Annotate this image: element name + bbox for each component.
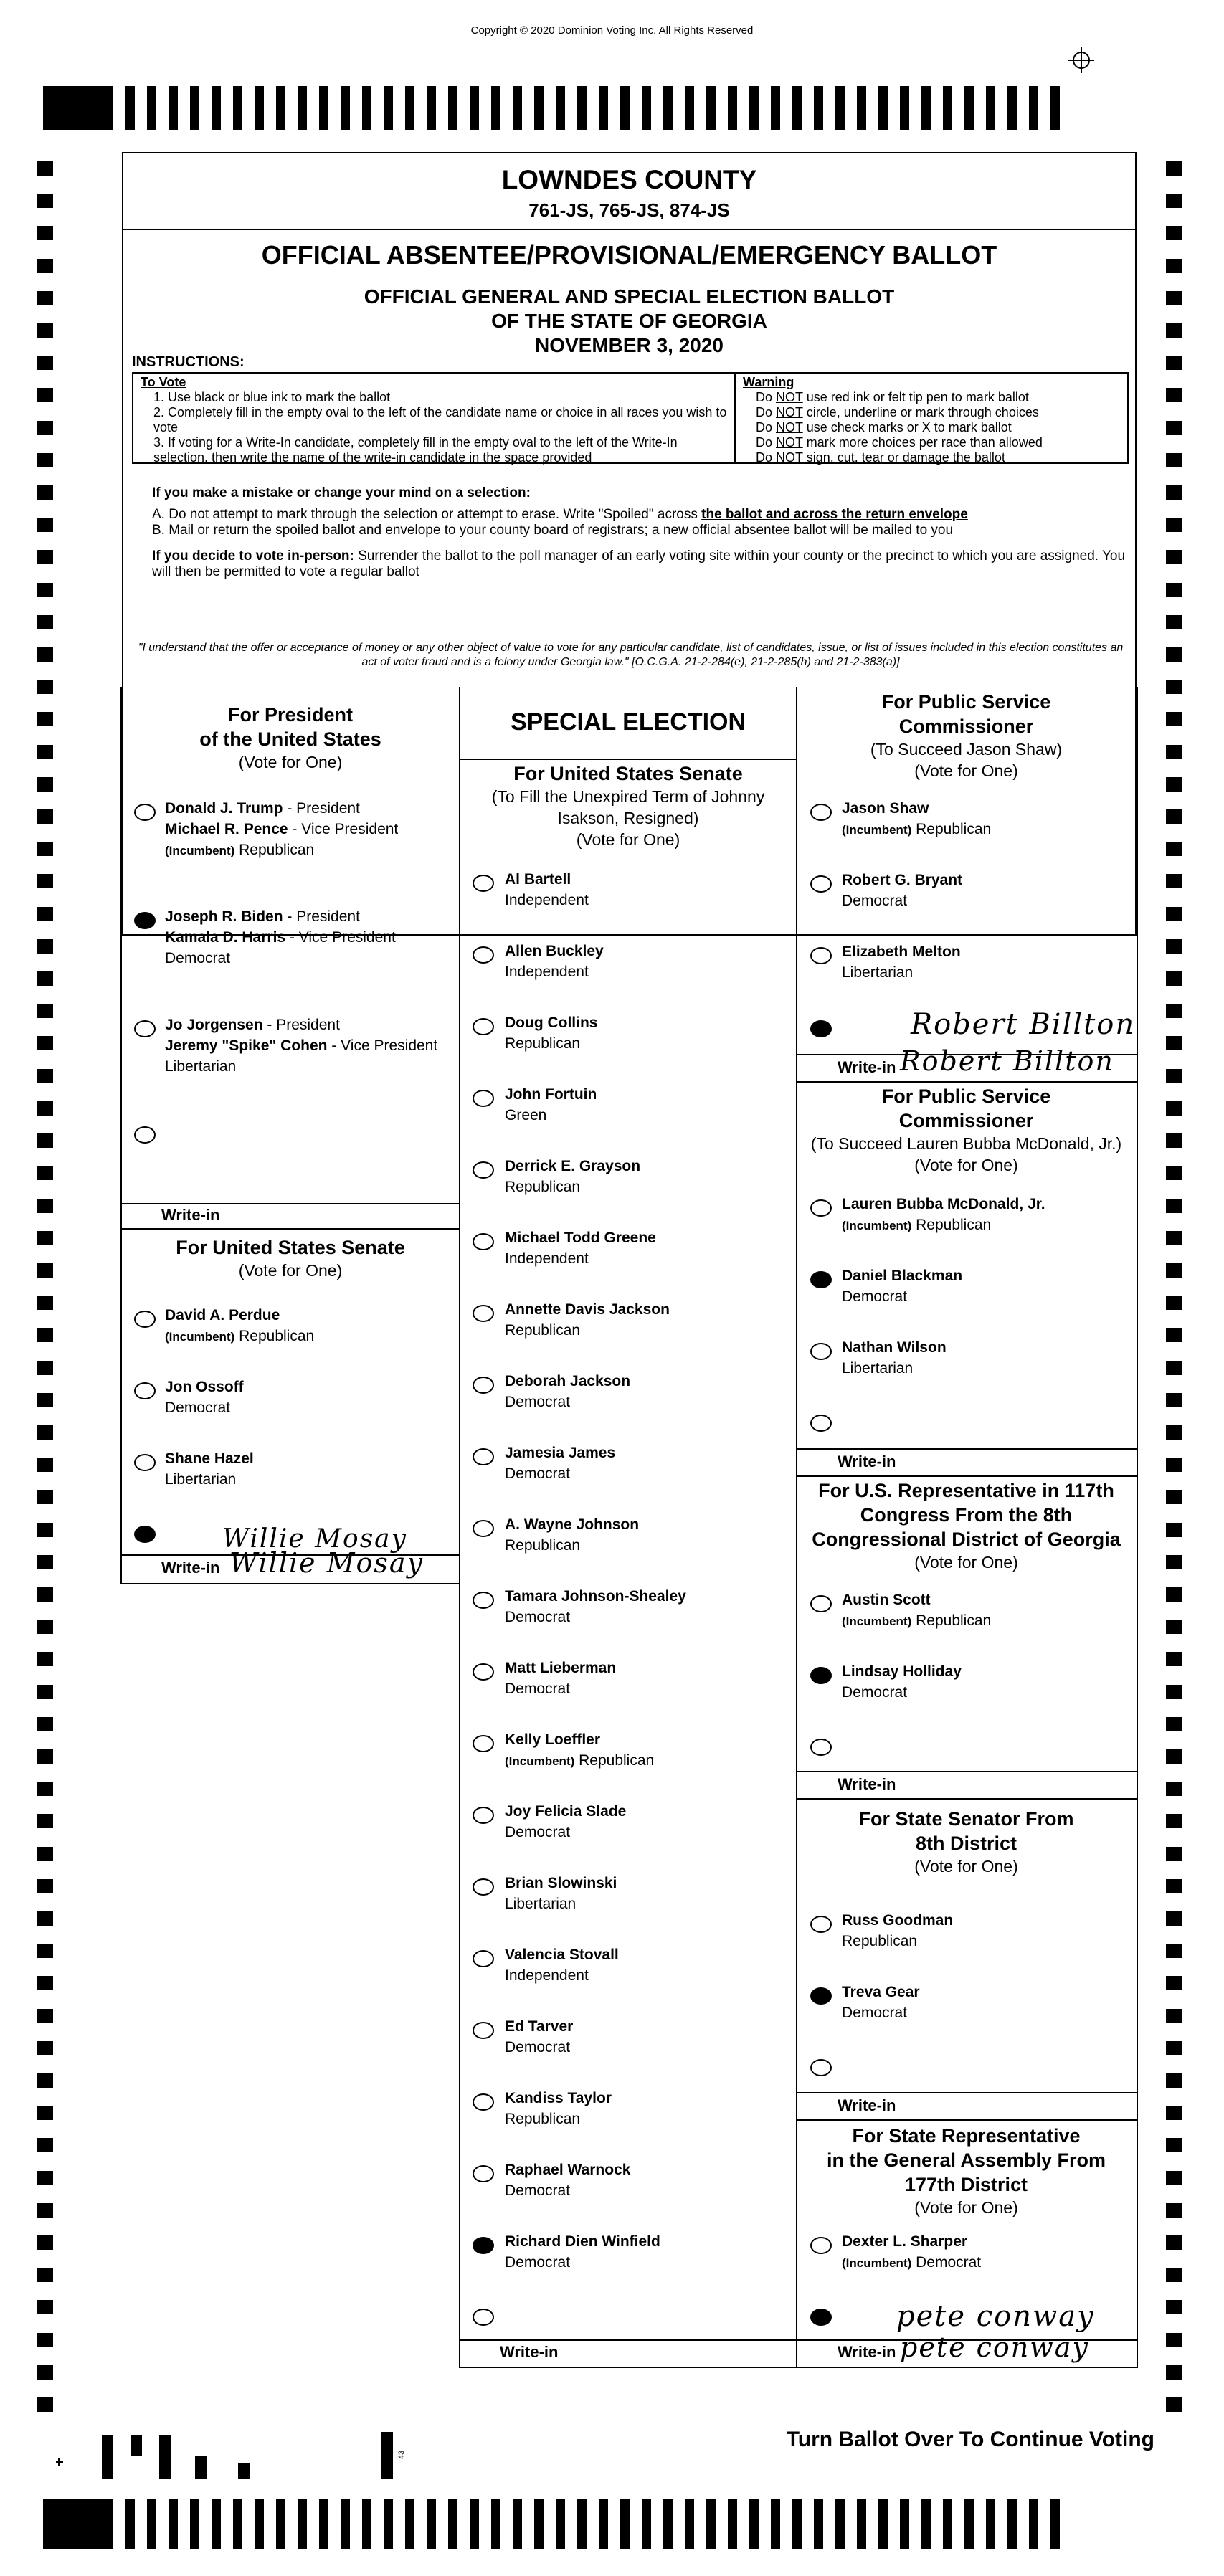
instructions-box — [132, 372, 1129, 464]
vote-oval-biden[interactable] — [134, 912, 156, 929]
vote-oval-jorgensen[interactable] — [134, 1020, 156, 1037]
vote-oval-melton[interactable] — [810, 947, 832, 964]
state-senate-race: For State Senator From 8th District (Vote for One) — [858, 1808, 1074, 1876]
vote-oval-lieberman[interactable] — [473, 1663, 494, 1681]
mistake-instructions: If you make a mistake or change your mind on a selection: A. Do not attempt to mark through the selection or attempt to erase. Write "Spoiled" across the ballot and across the return envelope B. Mail or return the spoiled ballot and envelope to your county board of registrars; a new official absentee ballot will be mailed to you If you decide to vote in-person: Surrender the ballot to the poll manager of an early voting site within your county or the precinct to which you are assigned. You will then be permitted to vote a regular ballot — [152, 485, 1126, 579]
ballot-id-marks — [50, 2432, 452, 2482]
vote-oval-warnock[interactable] — [473, 2165, 494, 2182]
candidate-fortuin: John Fortuin Green — [505, 1086, 597, 1123]
candidate-johnson-shealey: Tamara Johnson-Shealey Democrat — [505, 1588, 686, 1625]
candidate-scott: Austin Scott (Incumbent) Republican — [842, 1592, 992, 1629]
special-senate-race: For United States Senate (To Fill the Unexpired Term of Johnny Isakson, Resigned) (Vote for One) — [491, 763, 765, 849]
tiny-code: 43 — [397, 2450, 407, 2460]
vote-oval-trump[interactable] — [134, 804, 156, 821]
vote-oval-collins[interactable] — [473, 1018, 494, 1035]
writein-label-state-rep: Write-in — [838, 2343, 896, 2361]
warning-instructions: Warning Do NOT use red ink or felt tip pen to mark ballot Do NOT circle, underline or mark through choices Do NOT use check marks or X to mark ballot Do NOT mark more choices per race than allowed Do NOT sign, cut, tear or damage the ballot — [743, 375, 1043, 465]
candidate-warnock: Raphael Warnock Democrat — [505, 2162, 631, 2199]
vote-oval-a-jackson[interactable] — [473, 1305, 494, 1322]
president-race: For President of the United States (Vote for One) — [199, 704, 381, 771]
vote-oval-winfield[interactable] — [473, 2237, 494, 2254]
vote-oval-stovall[interactable] — [473, 1950, 494, 1967]
vote-oval-taylor[interactable] — [473, 2093, 494, 2111]
handwritten-writein-state-rep-line: pete conway — [900, 2332, 1089, 2363]
vote-oval-bryant[interactable] — [810, 875, 832, 893]
candidate-bartell: Al Bartell Independent — [505, 871, 589, 908]
candidate-james: Jamesia James Democrat — [505, 1445, 616, 1482]
vote-oval-senate-writein[interactable] — [134, 1526, 156, 1543]
handwritten-writein-psc-line: Robert Billton — [900, 1045, 1114, 1077]
vote-oval-loeffler[interactable] — [473, 1735, 494, 1752]
writein-label-senate: Write-in — [161, 1559, 220, 1577]
vote-oval-bartell[interactable] — [473, 875, 494, 892]
candidate-collins: Doug Collins Republican — [505, 1014, 598, 1052]
writein-label-psc-shaw: Write-in — [838, 1058, 896, 1076]
vote-oval-grayson[interactable] — [473, 1161, 494, 1179]
writein-label-us-rep: Write-in — [838, 1775, 896, 1793]
vote-oval-greene[interactable] — [473, 1233, 494, 1250]
vote-oval-tarver[interactable] — [473, 2022, 494, 2039]
candidate-sharper: Dexter L. Sharper (Incumbent) Democrat — [842, 2233, 982, 2271]
turn-over-notice: Turn Ballot Over To Continue Voting — [786, 2428, 1154, 2451]
candidate-lieberman: Matt Lieberman Democrat — [505, 1660, 617, 1697]
psc-shaw-race: For Public Service Commissioner (To Succeed Jason Shaw) (Vote for One) — [870, 691, 1063, 780]
handwritten-writein-senate: Willie Mosay — [222, 1524, 407, 1554]
vote-oval-perdue[interactable] — [134, 1311, 156, 1328]
vote-oval-blackman[interactable] — [810, 1271, 832, 1288]
candidate-melton: Elizabeth Melton Libertarian — [842, 944, 961, 981]
writein-label-state-senate: Write-in — [838, 2096, 896, 2114]
timing-marks-top — [43, 86, 1147, 130]
us-rep-race: For U.S. Representative in 117th Congress From the 8th Congressional District of Georgia (Vote for One) — [812, 1480, 1121, 1572]
psc-mcdonald-race: For Public Service Commissioner (To Succeed Lauren Bubba McDonald, Jr.) (Vote for One) — [810, 1085, 1122, 1174]
vote-oval-wilson[interactable] — [810, 1343, 832, 1360]
candidate-greene: Michael Todd Greene Independent — [505, 1230, 656, 1267]
vote-oval-state-rep-writein[interactable] — [810, 2309, 832, 2326]
writein-label-special: Write-in — [500, 2343, 559, 2361]
candidate-ossoff: Jon Ossoff Democrat — [165, 1379, 244, 1416]
copyright-notice: Copyright © 2020 Dominion Voting Inc. All Rights Reserved — [470, 24, 754, 37]
writein-label-president: Write-in — [161, 1206, 220, 1224]
vote-oval-us-rep-writein[interactable] — [810, 1739, 832, 1756]
vote-oval-fortuin[interactable] — [473, 1090, 494, 1107]
candidate-tarver: Ed Tarver Democrat — [505, 2018, 574, 2055]
vote-oval-johnson-shealey[interactable] — [473, 1592, 494, 1609]
column-2 — [459, 687, 797, 2368]
writein-label-psc-mcdonald: Write-in — [838, 1453, 896, 1470]
ballot-subtitle: OFFICIAL GENERAL AND SPECIAL ELECTION BALLOT OF THE STATE OF GEORGIA NOVEMBER 3, 2020 — [364, 285, 895, 356]
candidate-wayne-johnson: A. Wayne Johnson Republican — [505, 1516, 640, 1554]
ballot-title: OFFICIAL ABSENTEE/PROVISIONAL/EMERGENCY BALLOT — [261, 240, 997, 270]
vote-oval-mcdonald[interactable] — [810, 1199, 832, 1217]
handwritten-writein-state-rep: pete conway — [896, 2300, 1095, 2333]
candidate-buckley: Allen Buckley Independent — [505, 943, 604, 980]
column-3 — [796, 687, 1138, 2368]
vote-oval-a-johnson[interactable] — [473, 1520, 494, 1537]
candidate-grayson: Derrick E. Grayson Republican — [505, 1158, 641, 1195]
vote-oval-slade[interactable] — [473, 1807, 494, 1824]
candidate-gear: Treva Gear Democrat — [842, 1984, 920, 2021]
candidate-hazel: Shane Hazel Libertarian — [165, 1450, 254, 1488]
candidate-slade: Joy Felicia Slade Democrat — [505, 1803, 627, 1840]
candidate-jorgensen: Jo Jorgensen - President Jeremy "Spike" Cohen - Vice President Libertarian — [165, 1017, 438, 1075]
vote-oval-president-writein[interactable] — [134, 1126, 156, 1144]
vote-oval-goodman[interactable] — [810, 1916, 832, 1933]
candidate-slowinski: Brian Slowinski Libertarian — [505, 1875, 617, 1912]
candidate-winfield: Richard Dien Winfield Democrat — [505, 2233, 660, 2271]
candidate-wilson: Nathan Wilson Libertarian — [842, 1339, 947, 1377]
vote-oval-scott[interactable] — [810, 1595, 832, 1612]
timing-marks-right — [1166, 161, 1185, 2413]
vote-oval-psc-mcdonald-writein[interactable] — [810, 1415, 832, 1432]
vote-oval-sharper[interactable] — [810, 2237, 832, 2254]
senate-regular-race: For United States Senate (Vote for One) — [176, 1237, 405, 1280]
precinct-codes: 761-JS, 765-JS, 874-JS — [528, 199, 730, 221]
candidate-deborah-jackson: Deborah Jackson Democrat — [505, 1373, 631, 1410]
to-vote-instructions: To Vote 1. Use black or blue ink to mark the ballot 2. Completely fill in the empty oval to the left of the candidate name or choice in all races you wish to vote 3. If voting for a Write-In candidate, completely fill in the empty oval to the left of the Write-In selection, then write the name of the write-in candidate in the space provided — [133, 374, 736, 462]
vote-oval-shaw[interactable] — [810, 804, 832, 821]
vote-oval-ossoff[interactable] — [134, 1382, 156, 1399]
candidate-bryant: Robert G. Bryant Democrat — [842, 872, 963, 909]
candidate-goodman: Russ Goodman Republican — [842, 1912, 954, 1949]
vote-oval-psc-shaw-writein[interactable] — [810, 1020, 832, 1037]
handwritten-writein-senate-line: Willie Mosay — [229, 1547, 424, 1579]
candidate-shaw: Jason Shaw (Incumbent) Republican — [842, 800, 992, 837]
candidate-loeffler: Kelly Loeffler (Incumbent) Republican — [505, 1731, 655, 1769]
vote-oval-slowinski[interactable] — [473, 1878, 494, 1896]
candidate-taylor: Kandiss Taylor Republican — [505, 2090, 612, 2127]
timing-marks-bottom — [43, 2499, 1147, 2549]
county-name: LOWNDES COUNTY — [501, 165, 757, 194]
candidate-annette-jackson: Annette Davis Jackson Republican — [505, 1301, 670, 1339]
vote-oval-d-jackson[interactable] — [473, 1377, 494, 1394]
candidate-blackman: Daniel Blackman Democrat — [842, 1268, 963, 1305]
candidate-perdue: David A. Perdue (Incumbent) Republican — [165, 1307, 315, 1344]
candidate-stovall: Valencia Stovall Independent — [505, 1947, 619, 1984]
vote-oval-james[interactable] — [473, 1448, 494, 1465]
vote-oval-buckley[interactable] — [473, 946, 494, 964]
special-election-head: SPECIAL ELECTION — [510, 708, 746, 736]
column-1 — [120, 687, 459, 1584]
vote-oval-hazel[interactable] — [134, 1454, 156, 1471]
vote-oval-gear[interactable] — [810, 1987, 832, 2005]
registration-target-icon — [1067, 46, 1096, 75]
state-rep-race: For State Representative in the General Assembly From 177th District (Vote for One) — [826, 2125, 1106, 2217]
legal-notice: "I understand that the offer or acceptance of money or any other object of value to vote for any particular candidate, list of candidates, issue, or list of issues included in this election constitutes an act of voter fraud and is a felony under Georgia law." [O.C.G.A. 21-2-284(e), 21-2-285(h) and 21-2-383(a)] — [138, 642, 1124, 668]
timing-marks-left — [37, 161, 56, 2413]
candidate-trump: Donald J. Trump - President Michael R. Pence - Vice President (Incumbent) Republican — [165, 800, 399, 858]
candidate-mcdonald: Lauren Bubba McDonald, Jr. (Incumbent) Republican — [842, 1196, 1045, 1233]
instructions-label: INSTRUCTIONS: — [132, 354, 245, 370]
vote-oval-holliday[interactable] — [810, 1667, 832, 1684]
vote-oval-special-writein[interactable] — [473, 2309, 494, 2326]
handwritten-writein-psc: Robert Billton — [911, 1008, 1136, 1041]
candidate-holliday: Lindsay Holliday Democrat — [842, 1663, 962, 1701]
vote-oval-state-senate-writein[interactable] — [810, 2059, 832, 2076]
candidate-biden: Joseph R. Biden - President Kamala D. Harris - Vice President Democrat — [165, 908, 396, 966]
